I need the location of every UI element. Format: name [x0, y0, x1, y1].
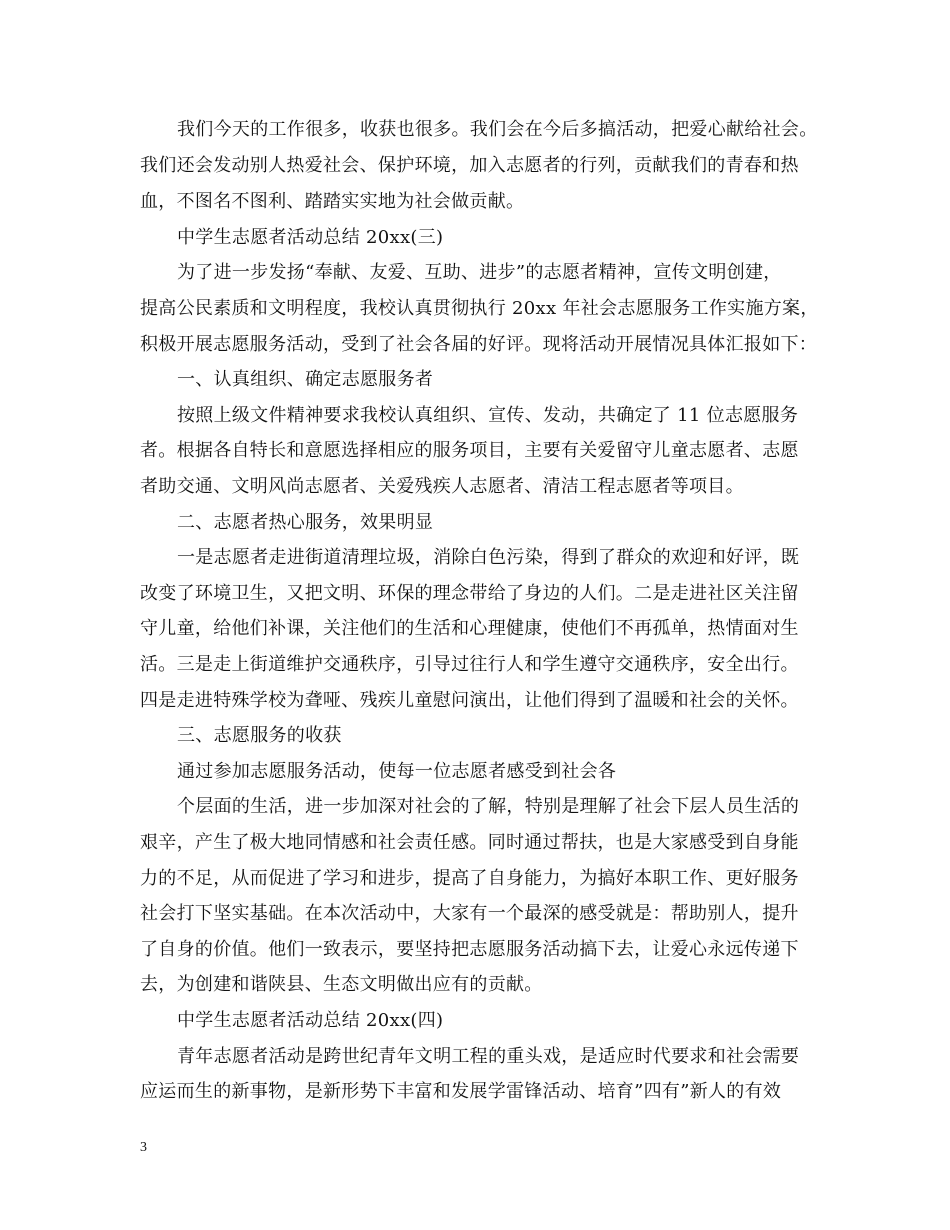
text-line: 一是志愿者走进街道清理垃圾，消除白色污染，得到了群众的欢迎和好评，既 — [177, 547, 800, 568]
subsection-heading: 三、志愿服务的收获 — [177, 725, 342, 746]
text-line: 提高公民素质和文明程度，我校认真贯彻执行 20xx 年社会志愿服务工作实施方案， — [140, 298, 819, 319]
text-line: 者助交通、文明风尚志愿者、关爱残疾人志愿者、清洁工程志愿者等项目。 — [140, 476, 744, 497]
text-line: 应运而生的新事物，是新形势下丰富和发展学雷锋活动、培育”四有”新人的有效 — [140, 1081, 782, 1102]
text-line: 青年志愿者活动是跨世纪青年文明工程的重头戏，是适应时代要求和社会需要 — [177, 1046, 800, 1067]
text-line: 者。根据各自特长和意愿选择相应的服务项目，主要有关爱留守儿童志愿者、志愿 — [140, 440, 799, 461]
text-line: 守儿童，给他们补课，关注他们的生活和心理健康，使他们不再孤单，热情面对生 — [140, 618, 799, 639]
text-line: 艰辛，产生了极大地同情感和社会责任感。同时通过帮扶，也是大家感受到自身能 — [140, 832, 799, 853]
text-line: 通过参加志愿服务活动，使每一位志愿者感受到社会各 — [177, 761, 617, 782]
subsection-heading: 一、认真组织、确定志愿服务者 — [177, 369, 434, 390]
text-line: 积极开展志愿服务活动，受到了社会各届的好评。现将活动开展情况具体汇报如下： — [140, 334, 818, 355]
text-line: 个层面的生活，进一步加深对社会的了解，特别是理解了社会下层人员生活的 — [177, 796, 800, 817]
text-line: 为了进一步发扬“奉献、友爱、互助、进步”的志愿者精神，宣传文明创建， — [177, 262, 782, 283]
text-line: 了自身的价值。他们一致表示，要坚持把志愿服务活动搞下去，让爱心永远传递下 — [140, 939, 799, 960]
text-line: 去，为创建和谐陕县、生态文明做出应有的贡献。 — [140, 974, 543, 995]
subsection-heading: 二、志愿者热心服务，效果明显 — [177, 512, 434, 533]
text-line: 我们还会发动别人热爱社会、保护环境，加入志愿者的行列，贡献我们的青春和热 — [140, 155, 799, 176]
text-line: 我们今天的工作很多，收获也很多。我们会在今后多搞活动，把爱心献给社会。 — [177, 119, 818, 140]
page-number: 3 — [140, 1140, 147, 1155]
text-line: 按照上级文件精神要求我校认真组织、宣传、发动，共确定了 11 位志愿服务 — [177, 405, 799, 426]
text-line: 社会打下坚实基础。在本次活动中，大家有一个最深的感受就是：帮助别人，提升 — [140, 903, 799, 924]
text-line: 血，不图名不图利、踏踏实实地为社会做贡献。 — [140, 191, 525, 212]
text-line: 活。三是走上街道维护交通秩序，引导过往行人和学生遵守交通秩序，安全出行。 — [140, 654, 799, 675]
text-line: 改变了环境卫生，又把文明、环保的理念带给了身边的人们。二是走进社区关注留 — [140, 583, 799, 604]
section-heading: 中学生志愿者活动总结 20xx(三) — [177, 227, 444, 248]
section-heading: 中学生志愿者活动总结 20xx(四) — [177, 1010, 444, 1031]
text-line: 力的不足，从而促进了学习和进步，提高了自身能力，为搞好本职工作、更好服务 — [140, 868, 799, 889]
text-line: 四是走进特殊学校为聋哑、残疾儿童慰问演出，让他们得到了温暖和社会的关怀。 — [140, 690, 799, 711]
